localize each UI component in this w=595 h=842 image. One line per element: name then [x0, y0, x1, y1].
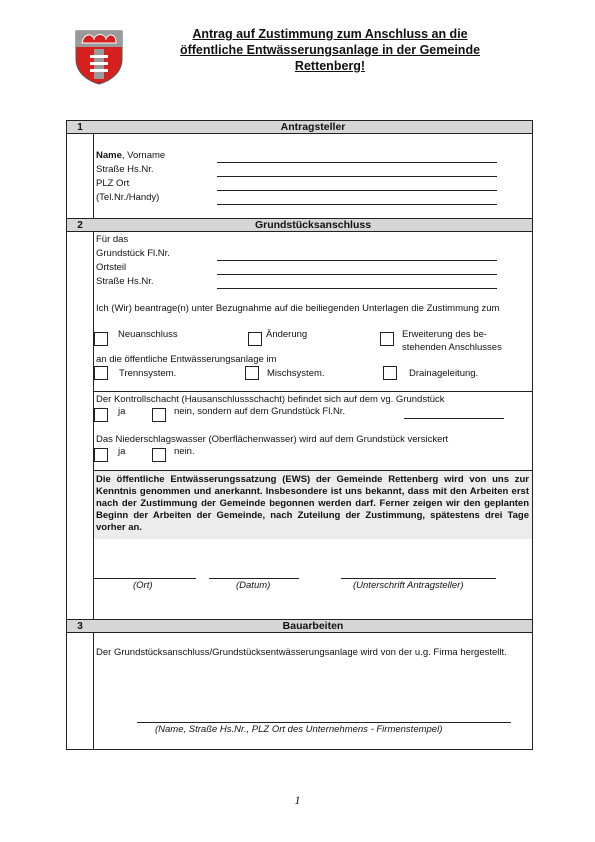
tel-label: (Tel.Nr./Handy) [96, 192, 160, 203]
page-title [150, 26, 510, 74]
page-number: 1 [294, 793, 301, 807]
name-field[interactable] [217, 162, 497, 163]
firm-caption: (Name, Straße Hs.Nr., PLZ Ort des Unternehmens - Firmenstempel) [155, 724, 443, 735]
mischsystem-label: Mischsystem. [267, 368, 325, 379]
checkbox-kontroll-ja[interactable] [94, 408, 108, 422]
checkbox-mischsystem[interactable] [245, 366, 259, 380]
ortsteil-field[interactable] [217, 274, 497, 275]
checkbox-trennsystem[interactable] [94, 366, 108, 380]
name-label: Name, Vorname [96, 150, 166, 161]
trennsystem-label: Trennsystem. [119, 368, 177, 379]
drainageleitung-label: Drainageleitung. [409, 368, 479, 379]
niederschlag-nein-label: nein. [174, 446, 195, 457]
section-3-title: Bauarbeiten [282, 620, 344, 632]
title-line-3: Rettenberg! [294, 59, 366, 73]
municipal-crest-logo [70, 27, 128, 85]
plz-field[interactable] [217, 190, 497, 191]
neuanschluss-label: Neuanschluss [118, 329, 178, 340]
request-text: Ich (Wir) beantrage(n) unter Bezugnahme auf die beiliegenden Unterlagen die Zustimmung zum [96, 303, 500, 314]
checkbox-neuanschluss[interactable] [94, 332, 108, 346]
section-1-number: 1 [77, 122, 83, 133]
tel-field[interactable] [217, 204, 497, 205]
section-2-number: 2 [77, 220, 83, 231]
section-2-title: Grundstücksanschluss [254, 219, 372, 231]
street2-field[interactable] [217, 288, 497, 289]
section-3-header [67, 619, 532, 633]
niederschlag-text: Das Niederschlagswasser (Oberflächenwasser) wird auf dem Grundstück versickert [96, 434, 449, 445]
application-form [66, 120, 533, 750]
section-3-number: 3 [77, 621, 83, 632]
checkbox-erweiterung[interactable] [380, 332, 394, 346]
divider-kontrollschacht [93, 391, 532, 392]
checkbox-kontroll-nein[interactable] [152, 408, 166, 422]
checkbox-drainageleitung[interactable] [383, 366, 397, 380]
street2-label: Straße Hs.Nr. [96, 276, 154, 287]
sig-datum-line[interactable] [209, 578, 299, 579]
ortsteil-label: Ortsteil [96, 262, 127, 273]
sig-ort-caption: (Ort) [133, 580, 153, 591]
section-1-title: Antragsteller [280, 121, 346, 133]
checkbox-aenderung[interactable] [248, 332, 262, 346]
kontroll-nein-label: nein, sondern auf dem Grundstück Fl.Nr. [174, 406, 346, 417]
title-line-1: Antrag auf Zustimmung zum Anschluss an die [192, 27, 468, 41]
section-2-header [67, 218, 532, 232]
section-1-header [67, 120, 532, 134]
erweiterung-label-1: Erweiterung des be- [402, 329, 488, 340]
sig-ort-line[interactable] [94, 578, 196, 579]
sig-unterschrift-line[interactable] [341, 578, 496, 579]
street-label: Straße Hs.Nr. [96, 164, 154, 175]
an-die-label: an die öffentliche Entwässerungsanlage im [96, 354, 277, 365]
sig-datum-caption: (Datum) [236, 580, 271, 591]
checkbox-niederschlag-nein[interactable] [152, 448, 166, 462]
grundstueck-label: Grundstück Fl.Nr. [96, 248, 170, 259]
firm-line[interactable] [137, 722, 511, 723]
number-column-divider [93, 121, 94, 749]
sig-unterschrift-caption: (Unterschrift Antragsteller) [353, 580, 464, 591]
street-field[interactable] [217, 176, 497, 177]
erweiterung-label-2: stehenden Anschlusses [402, 342, 502, 353]
grundstueck-field[interactable] [217, 260, 497, 261]
title-line-2: öffentliche Entwässerungsanlage in der Gemeinde [179, 43, 481, 57]
ews-text: Die öffentliche Entwässerungssatzung (EWS) der Gemeinde Rettenberg wird von uns zur Kenntnis genommen und anerkannt. Insbesondere ist uns bekannt, dass mit den Arbeiten erst nach der Zustimmung der Gemeinde begonnen werden darf. Ferner zeigen wir den geplanten Beginn der Arbeiten der Gemeinde, nach Zuteilung der Zustimmung, spätestens drei Tage vorher an. [96, 474, 529, 533]
bauarbeiten-text: Der Grundstücksanschluss/Grundstücksentwässerungsanlage wird von der u.g. Firma hergestellt. [96, 647, 507, 658]
aenderung-label: Änderung [266, 329, 308, 340]
checkbox-niederschlag-ja[interactable] [94, 448, 108, 462]
kontrollschacht-text: Der Kontrollschacht (Hausanschlussschacht) befindet sich auf dem vg. Grundstück [96, 394, 445, 405]
niederschlag-ja-label: ja [118, 446, 126, 457]
kontroll-ja-label: ja [118, 406, 126, 417]
fuer-das-label: Für das [96, 234, 129, 245]
kontroll-flnr-field[interactable] [404, 418, 504, 419]
plz-label: PLZ Ort [96, 178, 130, 189]
